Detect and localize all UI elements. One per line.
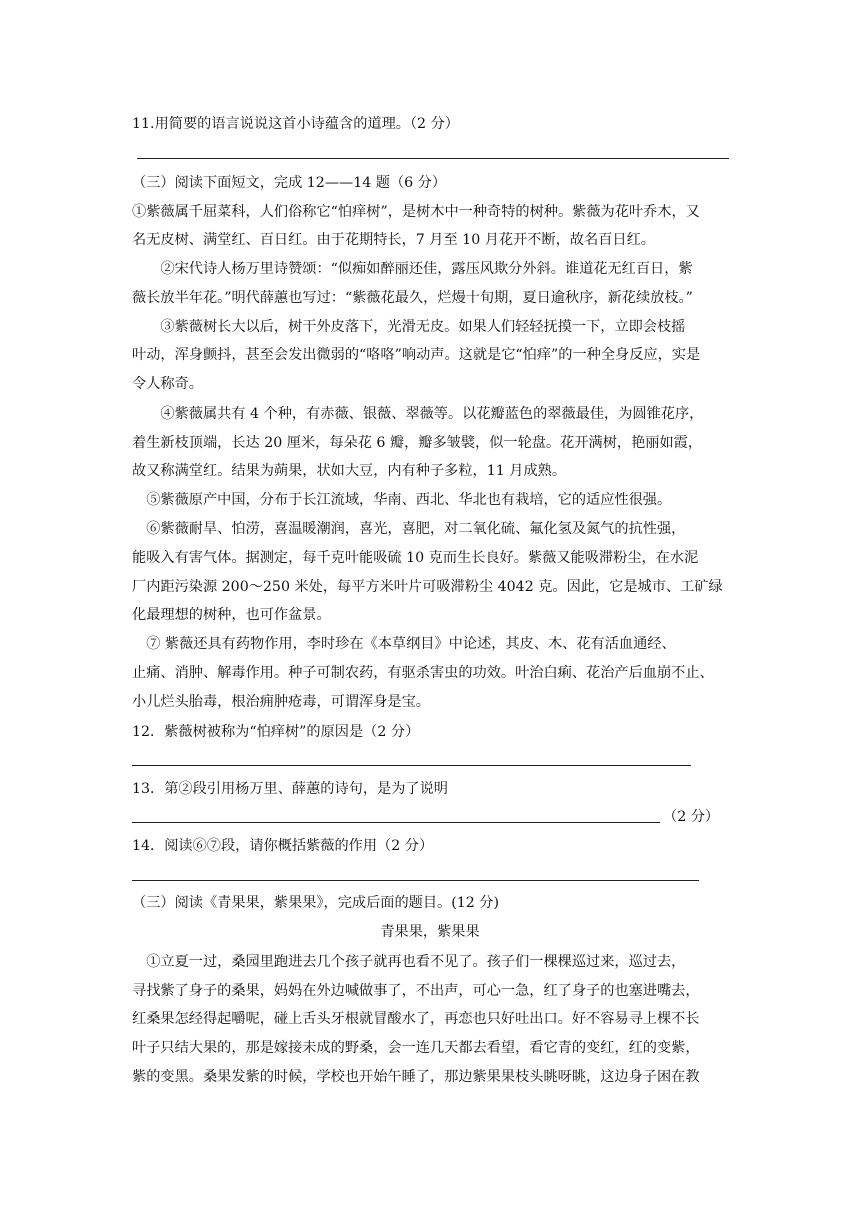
paragraph-line: 红桑果怎经得起嚼呢，碰上舌头牙根就冒酸水了，再恋也只好吐出口。好不容易寻上棵不长 [132, 1011, 700, 1027]
paragraph-line: 化最理想的树种，也可作盆景。 [132, 607, 331, 623]
section-heading: （三）阅读《青果果，紫果果》，完成后面的题目。(12 分) [132, 895, 500, 911]
question-11: 11.用简要的语言说说这首小诗蕴含的道理。（2 分） [132, 116, 459, 132]
paragraph-line: ⑦ 紫薇还具有药物作用，李时珍在《本草纲目》中论述，其皮、木、花有活血通经、 [132, 636, 676, 652]
paragraph-line: ①立夏一过，桑园里跑进去几个孩子就再也看不见了。孩子们一棵棵巡过来，巡过去， [132, 954, 686, 970]
paragraph-line: 紫的变黑。桑果发紫的时候，学校也开始午睡了，那边紫果果枝头眺呀眺，这边身子困在教 [132, 1069, 700, 1085]
paragraph-line: 小儿烂头胎毒，根治痈肿疮毒，可谓浑身是宝。 [132, 694, 430, 710]
question-13: 13．第②段引用杨万里、薛蕙的诗句，是为了说明 [132, 781, 448, 797]
paragraph-line: 寻找紫了身子的桑果，妈妈在外边喊做事了，不出声，可心一急，红了身子的也塞进嘴去， [132, 983, 700, 999]
paragraph-line: 厂内距污染源 200～250 米处，每平方米叶片可吸滞粉尘 4042 克。因此，它是城市、工矿绿 [132, 579, 723, 595]
section-heading: （三）阅读下面短文，完成 12——14 题（6 分） [132, 175, 447, 191]
paragraph-line: ③紫薇树长大以后，树干外皮落下，光滑无皮。如果人们轻轻抚摸一下，立即会枝摇 [132, 319, 686, 335]
paragraph-line: 叶动，浑身颤抖，甚至会发出微弱的“咯咯”响动声。这就是它“怕痒”的一种全身反应，实是 [132, 347, 701, 363]
paragraph-line: ⑥紫薇耐旱、怕涝，喜温暖潮润，喜光，喜肥，对二氧化硫、氟化氢及氮气的抗性强， [132, 521, 686, 537]
paragraph-line: 名无皮树、满堂红、百日红。由于花期特长，7 月至 10 月花开不断，故名百日红。 [132, 232, 655, 248]
paragraph-line: 故又称满堂红。结果为蒴果，状如大豆，内有种子多粒，11 月成熟。 [132, 463, 567, 479]
question-13-score: （2 分） [663, 809, 720, 825]
question-12: 12．紫薇树被称为“怕痒树”的原因是（2 分） [132, 724, 420, 740]
paragraph-line: 着生新枝顶端，长达 20 厘米，每朵花 6 瓣，瓣多皱襞，似一轮盘。花开满树，艳丽如霞， [132, 435, 703, 451]
paragraph-line: 薇长放半年花。”明代薛蕙也写过：“紫薇花最久，烂熳十旬期，夏日逾秋序，新花续放枝。” [132, 290, 693, 306]
paragraph-line: ④紫薇属共有 4 个种，有赤薇、银薇、翠薇等。以花瓣蓝色的翠薇最佳，为圆锥花序， [132, 406, 704, 422]
paragraph-line: 能吸入有害气体。据测定，每千克叶能吸硫 10 克而生长良好。紫薇又能吸滞粉尘，在水泥 [132, 550, 699, 566]
answer-line [132, 880, 699, 881]
paragraph-line: 止痛、消肿、解毒作用。种子可制农药，有驱杀害虫的功效。叶治白痢、花治产后血崩不止、 [132, 665, 714, 681]
paragraph-line: 令人称奇。 [132, 376, 203, 392]
paragraph-line: ⑤紫薇原产中国，分布于长江流域，华南、西北、华北也有栽培，它的适应性很强。 [132, 492, 672, 508]
answer-line [132, 822, 660, 823]
paragraph-line: 叶子只结大果的，那是嫁接未成的野桑，会一连几天都去看望，看它青的变红，红的变紫， [132, 1040, 700, 1056]
answer-line [137, 158, 729, 159]
question-14: 14．阅读⑥⑦段，请你概括紫薇的作用（2 分） [132, 838, 434, 854]
story-title: 青果果，紫果果 [380, 924, 480, 940]
paragraph-line: ①紫薇属千屈菜科，人们俗称它“怕痒树”，是树木中一种奇特的树种。紫薇为花叶乔木，又 [132, 204, 700, 220]
answer-line [132, 765, 691, 766]
paragraph-line: ②宋代诗人杨万里诗赞颂：“似痴如醉丽还佳，露压风欺分外斜。谁道花无红百日，紫 [132, 261, 693, 277]
